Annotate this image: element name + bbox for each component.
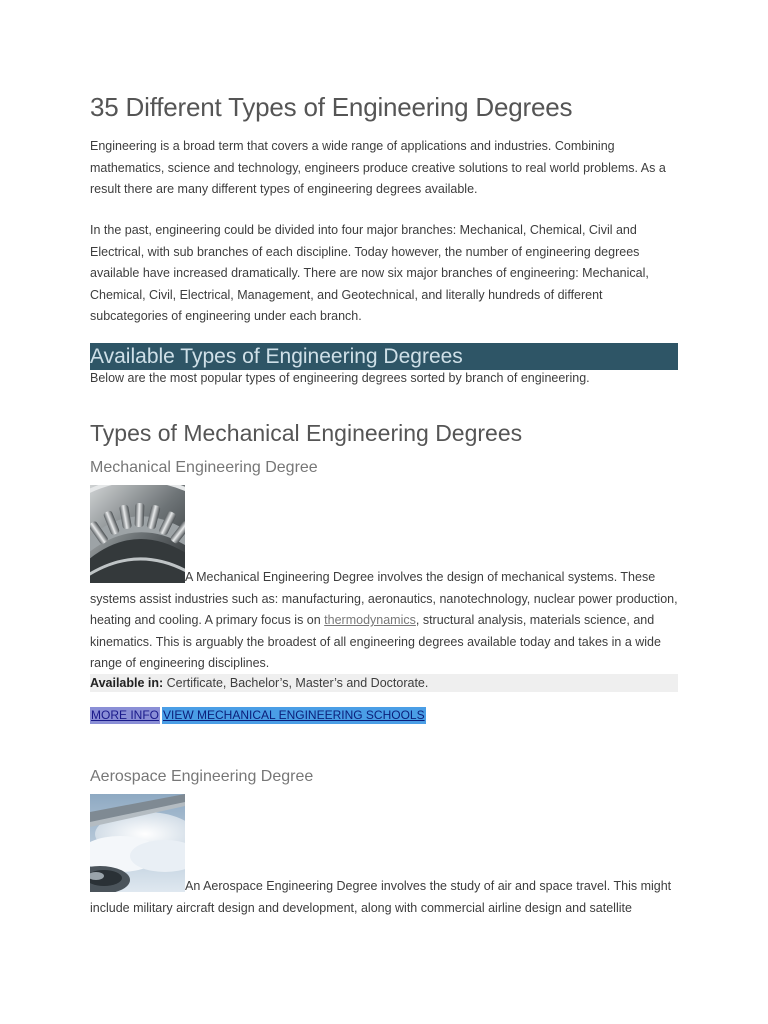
mechanical-text-before-link: A Mechanical Engineering Degree involves the design of mechanical systems. These systems assist industries such as: manufacturing, aeronautics, nanotechnology, nuclear power production, heating and cooling. A primary focus is on — [90, 570, 678, 627]
mechanical-text-after-link: , structural analysis, materials science, and kinematics. This is arguably the broadest of all engineering degrees available today and takes in a wide range of engineering disciplines. — [90, 613, 661, 670]
aerospace-text: An Aerospace Engineering Degree involves the study of air and space travel. This might include military aircraft design and development, along with commercial airline design and satellite — [90, 879, 672, 915]
intro-paragraph-1: Engineering is a broad term that covers a wide range of applications and industries. Combining mathematics, science and technology, engineers produce creative solutions to real world problems. As a result there are many different types of engineering degrees available. — [90, 139, 666, 196]
thermodynamics-link[interactable]: thermodynamics — [324, 613, 416, 627]
section-heading-mechanical: Types of Mechanical Engineering Degrees — [90, 420, 523, 446]
view-mechanical-schools-button[interactable]: VIEW MECHANICAL ENGINEERING SCHOOLS — [163, 708, 425, 722]
available-in-label: Available in: — [90, 676, 164, 690]
banner-subtitle: Below are the most popular types of engineering degrees sorted by branch of engineering. — [90, 371, 590, 385]
intro-paragraph-2: In the past, engineering could be divided into four major branches: Mechanical, Chemical, Civil and Electrical, with sub branches of each discipline. Today however, the number of engineering degrees available have increased dramatically. There are now six major branches of engineering: Mechanical, Chemical, Civil, Electrical, Management, and Geotechnical, and literally hundreds of different subcategories of engineering under each branch. — [90, 223, 649, 323]
aerospace-degree-heading: Aerospace Engineering Degree — [90, 768, 314, 785]
more-info-button[interactable]: MORE INFO — [91, 708, 159, 722]
aerospace-description — [90, 876, 678, 919]
available-in-row — [90, 674, 678, 692]
available-types-banner: Available Types of Engineering Degrees — [90, 343, 678, 370]
mechanical-action-links — [90, 707, 426, 724]
page-title: 35 Different Types of Engineering Degrees — [90, 92, 573, 122]
mechanical-degree-heading: Mechanical Engineering Degree — [90, 459, 318, 476]
mechanical-description — [90, 567, 678, 675]
available-in-value: Certificate, Bachelor’s, Master’s and Doctorate. — [163, 676, 429, 690]
